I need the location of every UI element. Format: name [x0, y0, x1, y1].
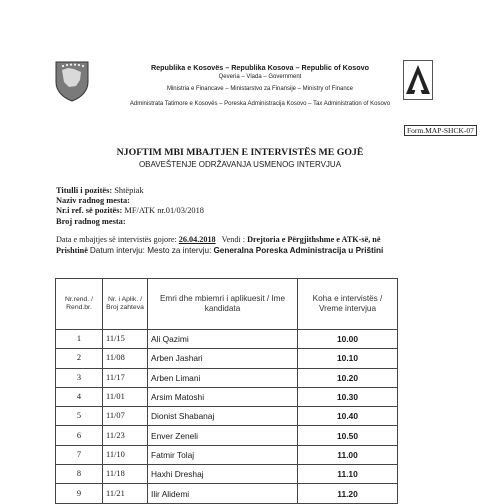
- interview-time: 10.30: [298, 387, 398, 406]
- table-row: [56, 349, 398, 368]
- place-value-sr: Generalna Poreska Administracija u Prištini: [213, 246, 384, 255]
- interview-time: 11.00: [298, 445, 398, 464]
- table-row: [56, 445, 398, 464]
- header-republic: Republika e Kosovës – Republika Kosova – Republic of Kosovo: [150, 63, 370, 72]
- interview-time: 10.10: [298, 349, 398, 368]
- place-label: Vendi :: [221, 235, 246, 244]
- row-number: 9: [56, 484, 103, 503]
- applicant-name: Fatmir Tolaj: [148, 445, 298, 464]
- table-row: [56, 387, 398, 406]
- application-number: 11/08: [103, 349, 148, 368]
- row-number: 5: [56, 407, 103, 426]
- position-label: Titulli i pozitës:: [56, 186, 113, 195]
- date-label: Data e mbajtjes së intervistës gojore:: [56, 235, 177, 244]
- position-label-sr: Naziv radnog mesta:: [56, 196, 130, 205]
- date-value: 26.04.2018: [178, 235, 216, 244]
- field-position: [56, 186, 144, 195]
- title-albanian: NJOFTIM MBI MBAJTJEN E INTERVISTËS ME GOJË: [116, 147, 364, 158]
- applicant-name: Haxhi Dreshaj: [148, 465, 298, 484]
- interview-time: 11.10: [298, 465, 398, 484]
- application-number: 11/10: [103, 445, 148, 464]
- application-number: 11/18: [103, 465, 148, 484]
- date-place-label-sr: Datum intervju: Mesto za intervju:: [89, 246, 212, 255]
- interview-time: 10.20: [298, 368, 398, 387]
- header-government: Qeveria – Vlada – Government: [218, 74, 302, 80]
- header-ministry: Ministria e Financave – Ministarstvo za Finansije – Ministry of Finance: [166, 86, 354, 92]
- title-serbian: OBAVEŠTENJE ODRŽAVANJA USMENOG INTERVJUA: [138, 160, 342, 169]
- row-number: 1: [56, 330, 103, 349]
- table-row: [56, 465, 398, 484]
- table-row: [56, 407, 398, 426]
- interview-date-line: [56, 235, 380, 244]
- table-row: [56, 368, 398, 387]
- interview-place-line: [56, 246, 383, 255]
- position-value: Shtëpiak: [114, 186, 144, 195]
- row-number: 4: [56, 387, 103, 406]
- table-row: [56, 330, 398, 349]
- table-header-row: [56, 279, 398, 330]
- application-number: 11/07: [103, 407, 148, 426]
- interview-time: 11.20: [298, 484, 398, 503]
- application-number: 11/15: [103, 330, 148, 349]
- ref-label-sr: Broj radnog mesta:: [56, 217, 126, 226]
- form-code: Form.MAP-SHCK-07: [404, 125, 477, 136]
- row-number: 6: [56, 426, 103, 445]
- applicant-name: Ali Qazimi: [148, 330, 298, 349]
- row-number: 8: [56, 465, 103, 484]
- place-city: Prishtinë: [56, 246, 88, 255]
- applicant-name: Arsim Matoshi: [148, 387, 298, 406]
- applicant-name: Enver Zeneli: [148, 426, 298, 445]
- applicant-name: Ilir Alidemi: [148, 484, 298, 503]
- row-number: 2: [56, 349, 103, 368]
- header-row-number: Nr.rend. / Rend.br.: [56, 279, 103, 330]
- interview-time: 10.00: [298, 330, 398, 349]
- ref-label: Nr.i ref. së pozitës:: [56, 206, 123, 215]
- place-value: Drejtoria e Përgjithshme e ATK-së, në: [247, 235, 381, 244]
- interview-time: 10.50: [298, 426, 398, 445]
- application-number: 11/01: [103, 387, 148, 406]
- applicant-name: Dionist Shabanaj: [148, 407, 298, 426]
- header-interview-time: Koha e intervistës / Vreme intervjua: [298, 279, 398, 330]
- row-number: 3: [56, 368, 103, 387]
- interview-schedule-table: [55, 278, 398, 504]
- kosovo-emblem-icon: [54, 60, 90, 102]
- field-ref-sr: [56, 217, 126, 226]
- field-position-sr: [56, 196, 130, 205]
- field-ref: [56, 206, 204, 215]
- header-tax-administration: Administrata Tatimore e Kosovës – Poreska Administracija Kosovo – Tax Administration of Kosovo: [129, 101, 391, 107]
- ref-value: MF/ATK nr.01/03/2018: [124, 206, 204, 215]
- application-number: 11/21: [103, 484, 148, 503]
- header-application-number: Nr. i Aplik. / Broj zahteva: [103, 279, 148, 330]
- header-applicant-name: Emri dhe mbiemri i aplikuesit / Ime kandidata: [148, 279, 298, 330]
- interview-time: 10.40: [298, 407, 398, 426]
- row-number: 7: [56, 445, 103, 464]
- application-number: 11/23: [103, 426, 148, 445]
- table-row: [56, 426, 398, 445]
- applicant-name: Arben Limani: [148, 368, 298, 387]
- application-number: 11/17: [103, 368, 148, 387]
- table-row: [56, 484, 398, 503]
- applicant-name: Arben Jashari: [148, 349, 298, 368]
